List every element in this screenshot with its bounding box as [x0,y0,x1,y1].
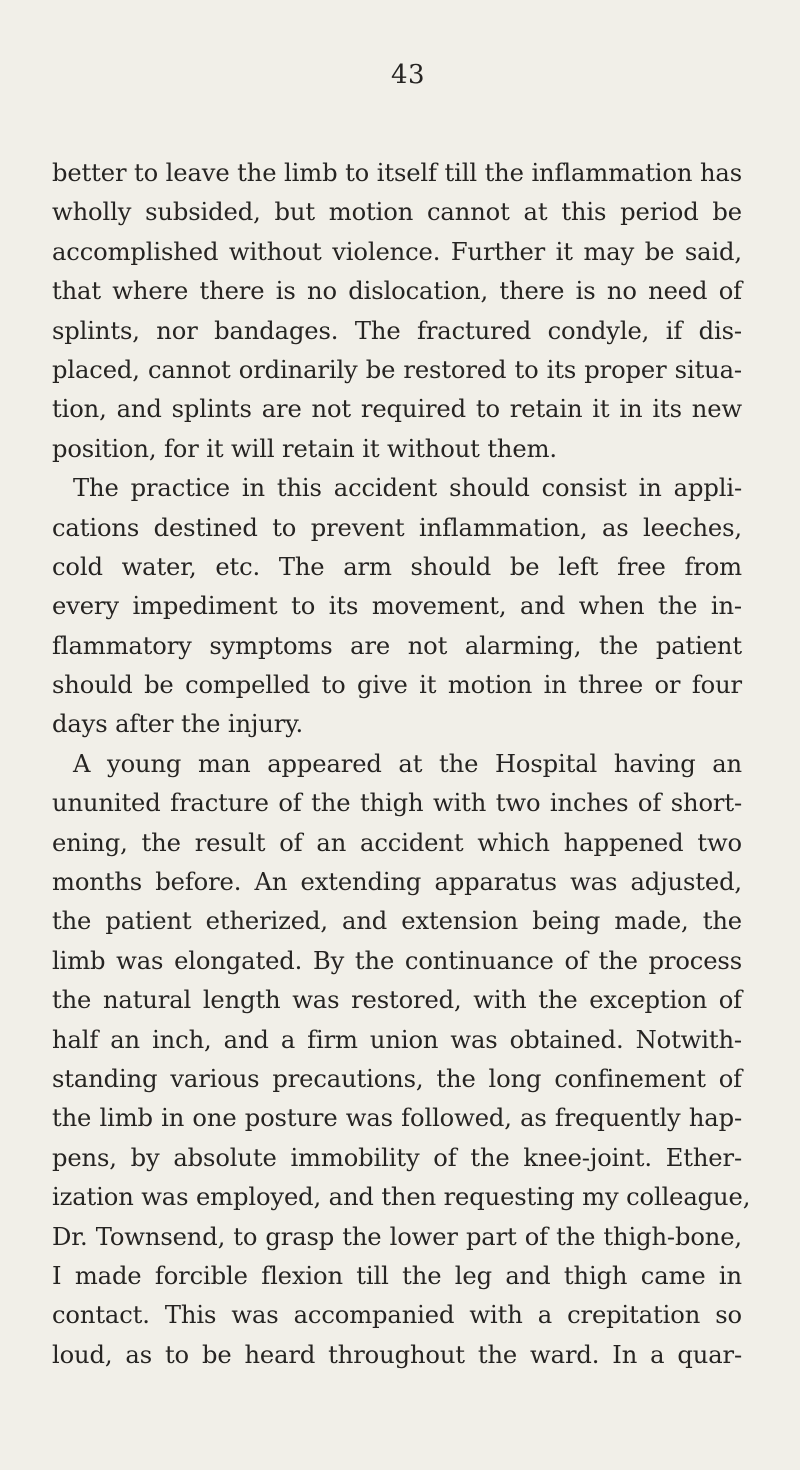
text-line: half an inch, and a firm union was obtained. Notwith- [52,1025,742,1054]
text-line: A young man appeared at the Hospital having an [73,749,742,778]
text-line: that where there is no dislocation, there is no need of [52,277,742,306]
text-line: the natural length was restored, with the exception of [52,986,742,1015]
text-line: better to leave the limb to itself till the inflammation has [52,159,742,187]
text-line: wholly subsided, but motion cannot at this period be [52,198,742,227]
text-line: I made forcible flexion till the leg and thigh came in [52,1261,742,1290]
text-line: cold water, etc. The arm should be left free from [52,552,742,581]
text-line: contact. This was accompanied with a crepitation so [52,1301,742,1330]
text-line: flammatory symptoms are not alarming, the patient [52,631,742,660]
text-line: standing various precautions, the long confinement of [52,1064,742,1093]
text-line: splints, nor bandages. The fractured condyle, if dis- [52,316,742,345]
text-line: ununited fracture of the thigh with two inches of short- [52,789,742,818]
page-number: 43 [390,60,426,90]
text-line: days after the injury. [52,710,304,739]
text-line: position, for it will retain it without them. [52,434,557,463]
text-line: Dr. Townsend, to grasp the lower part of the thigh-bone, [52,1222,742,1251]
text-line: ening, the result of an accident which happened two [52,828,742,857]
text-line: every impediment to its movement, and when the in- [52,592,742,621]
text-line: should be compelled to give it motion in three or four [52,671,742,700]
text-line: placed, cannot ordinarily be restored to its proper situa- [52,355,742,384]
text-line: limb was elongated. By the continuance of the process [52,946,742,975]
text-line: the limb in one posture was followed, as frequently hap- [52,1104,742,1133]
text-line: the patient etherized, and extension being made, the [52,907,742,936]
text-line: The practice in this accident should consist in appli- [73,474,742,503]
text-line: accomplished without violence. Further it may be said, [52,237,742,266]
text-line: cations destined to prevent inflammation, as leeches, [52,513,742,542]
text-line: tion, and splints are not required to retain it in its new [52,395,742,424]
body-text [52,154,751,1375]
text-line: loud, as to be heard throughout the ward. In a quar- [52,1340,742,1369]
text-line: pens, by absolute immobility of the knee-joint. Ether- [52,1143,742,1172]
text-line: months before. An extending apparatus was adjusted, [52,868,742,897]
text-line: ization was employed, and then requesting my colleague, [52,1183,751,1212]
